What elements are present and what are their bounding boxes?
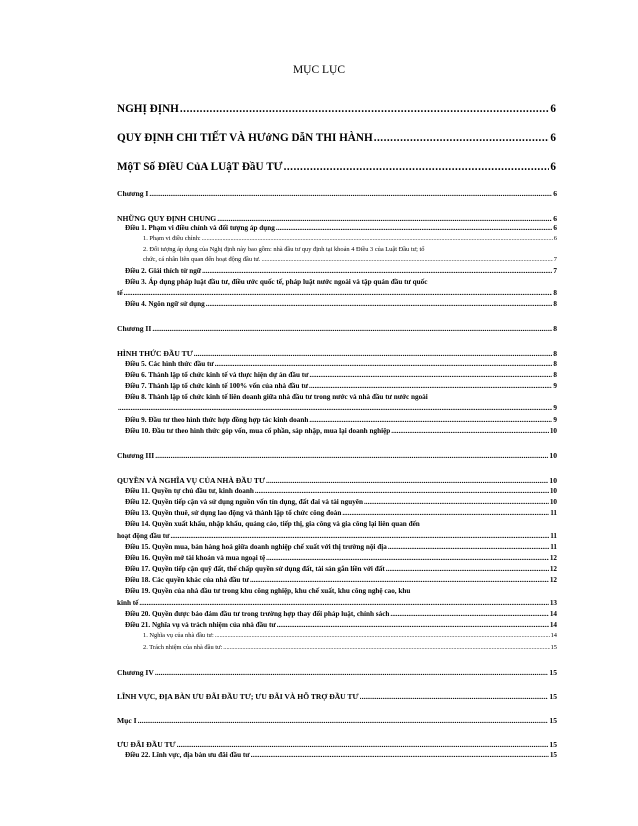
toc-entry-text: Điều 1. Phạm vi điều chỉnh và đối tượng áp dụng (125, 224, 275, 232)
toc-entry-text: Điều 22. Lĩnh vực, địa bàn ưu đãi đầu tư (125, 751, 250, 759)
dot-leader (139, 600, 548, 607)
toc-entry-text: Điều 7. Thành lập tổ chức kinh tế 100% vốn của nhà đầu tư (125, 382, 309, 390)
toc-entry-text: Điều 6. Thành lập tổ chức kinh tế và thực hiện dự án đầu tư (125, 371, 309, 379)
toc-entry-dieu-7[interactable] (125, 383, 557, 390)
toc-page-number: 13 (549, 599, 557, 607)
dot-leader (261, 257, 552, 263)
toc-entry-text: NHỮNG QUY ĐỊNH CHUNG (117, 214, 217, 223)
toc-entry-text: Điều 9. Đầu tư theo hình thức hợp đồng hợp tác kinh doanh (125, 416, 309, 424)
toc-entry-dieu-21[interactable] (125, 622, 557, 629)
toc-entry-dieu-14-line1[interactable]: Điều 14. Quyền xuất khẩu, nhập khẩu, quảng cáo, tiếp thị, gia công và gia công lại liên quan đến (125, 520, 420, 528)
toc-entry-text: chức, cá nhân liên quan đến hoạt động đầu tư. (143, 256, 261, 263)
dot-leader (386, 566, 549, 573)
toc-page-number: 6 (553, 224, 557, 232)
toc-entry-dieu-1-khoan-2[interactable] (143, 257, 557, 263)
dot-leader (251, 752, 549, 759)
toc-entry-dieu-3-line1[interactable]: Điều 3. Áp dụng pháp luật đầu tư, điều ước quốc tế, pháp luật nước ngoài và tập quán đầu tư quốc (125, 278, 428, 286)
toc-page-number: 6 (550, 161, 556, 173)
dot-leader (255, 488, 549, 495)
toc-entry-dieu-19-line1[interactable]: Điều 19. Quyền của nhà đầu tư trong khu công nghiệp, khu chế xuất, khu công nghệ cao, khu (125, 587, 411, 595)
toc-entry-dieu-11[interactable] (125, 488, 557, 495)
toc-entry-mot-so-dieu[interactable] (117, 162, 556, 173)
toc-entry-text: 1. Nghĩa vụ của nhà đầu tư: (143, 632, 214, 639)
dot-leader (202, 236, 553, 242)
toc-entry-text: NGHỊ ĐỊNH (117, 103, 179, 115)
dot-leader (152, 325, 552, 333)
toc-entry-dieu-14[interactable] (117, 533, 557, 540)
toc-entry-dieu-10[interactable] (125, 428, 557, 435)
toc-entry-text: Điều 2. Giải thích từ ngữ (125, 267, 202, 275)
dot-leader (388, 544, 549, 551)
dot-leader (217, 215, 552, 223)
toc-page-number: 15 (549, 668, 557, 677)
dot-leader (170, 533, 549, 540)
toc-entry-text: Chương I (117, 189, 149, 198)
toc-entry-quyen-va-nghia-vu[interactable] (117, 477, 557, 485)
dot-leader (364, 499, 549, 506)
dot-leader (118, 405, 552, 412)
toc-entry-chuong-4[interactable] (117, 669, 557, 677)
toc-entry-uu-dai-dau-tu[interactable] (117, 741, 557, 749)
dot-leader (360, 693, 549, 701)
toc-page-number: 8 (553, 371, 557, 379)
toc-entry-dieu-5[interactable] (125, 361, 557, 368)
toc-entry-dieu-1[interactable] (125, 225, 557, 232)
dot-leader (284, 162, 550, 173)
toc-page-number: 10 (549, 451, 557, 460)
dot-leader (309, 383, 552, 390)
toc-entry-dieu-1-khoan-1[interactable] (143, 236, 557, 242)
toc-page-number: 8 (553, 300, 557, 308)
toc-entry-nghi-dinh[interactable] (117, 104, 556, 115)
toc-entry-dieu-8[interactable] (117, 405, 557, 412)
toc-page-number: 9 (553, 416, 557, 424)
toc-entry-nhung-quy-dinh-chung[interactable] (117, 215, 557, 223)
toc-page-number: 12 (549, 554, 557, 562)
toc-entry-text: Điều 21. Nghĩa vụ và trách nhiệm của nhà đầu tư (125, 621, 276, 629)
toc-entry-dieu-9[interactable] (125, 417, 557, 424)
toc-entry-text: Điều 18. Các quyền khác của nhà đầu tư (125, 576, 249, 584)
toc-page-number: 9 (553, 404, 557, 412)
dot-leader (177, 741, 549, 749)
toc-entry-text: QUY ĐỊNH CHI TIẾT VÀ HƯớNG DẫN THI HÀNH (117, 132, 373, 144)
toc-page-number: 15 (549, 751, 557, 759)
toc-page-number: 12 (549, 576, 557, 584)
dot-leader (342, 510, 549, 517)
toc-entry-dieu-12[interactable] (125, 499, 557, 506)
toc-page-number: 15 (549, 716, 557, 725)
toc-entry-text: Điều 16. Quyền mở tài khoản và mua ngoại tệ (125, 554, 266, 562)
dot-leader (215, 361, 553, 368)
toc-page-number: 6 (550, 132, 556, 144)
toc-entry-dieu-15[interactable] (125, 544, 557, 551)
toc-page-number: 10 (549, 476, 557, 485)
toc-page-number: 15 (549, 692, 557, 701)
toc-entry-chuong-1[interactable] (117, 190, 557, 198)
toc-entry-dieu-17[interactable] (125, 566, 557, 573)
toc-page-number: 15 (550, 644, 557, 651)
dot-leader (309, 372, 552, 379)
toc-entry-dieu-18[interactable] (125, 577, 557, 584)
toc-page-number: 8 (553, 324, 557, 333)
toc-entry-text: hoạt động đầu tư (117, 532, 170, 540)
toc-entry-text: Điều 12. Quyền tiếp cận và sử dụng nguồn vốn tín dụng, đất đai và tài nguyên (125, 498, 363, 506)
dot-leader (277, 622, 549, 629)
dot-leader (223, 645, 549, 651)
toc-page-number: 11 (550, 509, 557, 517)
toc-page-number: 11 (550, 532, 557, 540)
toc-page-number: 6 (553, 214, 557, 223)
dot-leader (155, 669, 549, 677)
toc-page-number: 8 (553, 360, 557, 368)
dot-leader (215, 633, 550, 639)
dot-leader (155, 452, 548, 460)
toc-entry-text: Chương II (117, 324, 152, 333)
dot-leader (374, 133, 550, 144)
dot-leader (194, 350, 552, 358)
dot-leader (180, 104, 550, 115)
toc-entry-dieu-22[interactable] (125, 752, 557, 759)
dot-leader (309, 417, 552, 424)
toc-page-number: 7 (553, 267, 557, 275)
toc-entry-text: MộT Số ĐIềU CủA LUậT ĐầU TƯ (117, 161, 283, 173)
toc-entry-dieu-3[interactable] (117, 290, 557, 297)
dot-leader (250, 577, 549, 584)
toc-entry-text: Điều 4. Ngôn ngữ sử dụng (125, 300, 205, 308)
toc-page-number: 14 (549, 610, 557, 618)
dot-leader (138, 717, 549, 725)
toc-page-number: 10 (549, 427, 557, 435)
dot-leader (391, 428, 549, 435)
toc-entry-dieu-21-khoan-2[interactable] (143, 645, 557, 651)
toc-entry-text: tế (117, 289, 123, 297)
toc-entry-dieu-20[interactable] (125, 611, 557, 618)
toc-entry-text: Điều 10. Đầu tư theo hình thức góp vốn, mua cổ phần, sáp nhập, mua lại doanh nghiệp (125, 427, 391, 435)
toc-entry-text: HÌNH THỨC ĐẦU TƯ (117, 349, 193, 358)
toc-entry-quy-dinh[interactable] (117, 133, 556, 144)
toc-entry-chuong-2[interactable] (117, 325, 557, 333)
toc-entry-text: Điều 11. Quyền tự chủ đầu tư, kinh doanh (125, 487, 254, 495)
dot-leader (390, 611, 548, 618)
toc-page-number: 10 (549, 498, 557, 506)
toc-entry-text: Điều 17. Quyền tiếp cận quỹ đất, thế chấp quyền sử dụng đất, tài sản gắn liền với đất (125, 565, 385, 573)
toc-page-number: 8 (553, 289, 557, 297)
toc-entry-dieu-6[interactable] (125, 372, 557, 379)
toc-entry-dieu-1-khoan-2-line1[interactable]: 2. Đối tượng áp dụng của Nghị định này bao gồm: nhà đầu tư quy định tại khoản 4 Điều 3 của Luật Đầu tư; tổ (143, 246, 425, 253)
toc-entry-dieu-16[interactable] (125, 555, 557, 562)
toc-entry-text: Điều 15. Quyền mua, bán hàng hoá giữa doanh nghiệp chế xuất với thị trường nội địa (125, 543, 387, 551)
toc-entry-dieu-19[interactable] (117, 600, 557, 607)
dot-leader (206, 301, 553, 308)
toc-entry-text: ƯU ĐÃI ĐẦU TƯ (117, 740, 176, 749)
toc-entry-text: Mục I (117, 716, 137, 725)
toc-entry-text: LĨNH VỰC, ĐỊA BÀN ƯU ĐÃI ĐẦU TƯ; ƯU ĐÃI VÀ HỖ TRỢ ĐẦU TƯ (117, 692, 359, 701)
toc-page-number: 11 (550, 543, 557, 551)
toc-page-number: 15 (549, 740, 557, 749)
toc-page-number: 14 (549, 621, 557, 629)
toc-entry-text: Điều 5. Các hình thức đầu tư (125, 360, 214, 368)
dot-leader (266, 477, 548, 485)
toc-entry-linh-vuc-dia-ban[interactable] (117, 693, 557, 701)
toc-entry-text: 1. Phạm vi điều chỉnh: (143, 235, 201, 242)
dot-leader (266, 555, 549, 562)
toc-entry-text: QUYỀN VÀ NGHĨA VỤ CỦA NHÀ ĐẦU TƯ (117, 476, 266, 485)
dot-leader (124, 290, 553, 297)
toc-page-number: 6 (553, 235, 557, 242)
toc-page-number: 8 (553, 349, 557, 358)
toc-entry-dieu-13[interactable] (125, 510, 557, 517)
toc-entry-hinh-thuc-dau-tu[interactable] (117, 350, 557, 358)
toc-entry-dieu-21-khoan-1[interactable] (143, 633, 557, 639)
dot-leader (149, 190, 552, 198)
toc-entry-text: Chương IV (117, 668, 154, 677)
toc-page-number: 12 (549, 565, 557, 573)
toc-entry-chuong-3[interactable] (117, 452, 557, 460)
toc-page-number: 10 (549, 487, 557, 495)
toc-entry-text: 2. Trách nhiệm của nhà đầu tư: (143, 644, 223, 651)
toc-page-number: 6 (553, 189, 557, 198)
toc-page-number: 14 (550, 632, 557, 639)
toc-entry-text: Điều 20. Quyền được bảo đảm đầu tư trong trường hợp thay đổi pháp luật, chính sách (125, 610, 390, 618)
toc-title: MỤC LỤC (292, 64, 346, 76)
toc-entry-text: Chương III (117, 451, 155, 460)
dot-leader (276, 225, 553, 232)
toc-entry-dieu-2[interactable] (125, 268, 557, 275)
toc-entry-text: Điều 13. Quyền thuê, sử dụng lao động và thành lập tổ chức công đoàn (125, 509, 342, 517)
toc-page-number: 9 (553, 382, 557, 390)
toc-entry-muc-1[interactable] (117, 717, 557, 725)
toc-page-number: 6 (550, 103, 556, 115)
toc-entry-dieu-4[interactable] (125, 301, 557, 308)
toc-entry-text: kinh tế (117, 599, 139, 607)
toc-entry-dieu-8-line1[interactable]: Điều 8. Thành lập tổ chức kinh tế liên doanh giữa nhà đầu tư trong nước và nhà đầu tư nước ngoài (125, 393, 428, 401)
toc-page-number: 7 (553, 256, 557, 263)
dot-leader (202, 268, 552, 275)
